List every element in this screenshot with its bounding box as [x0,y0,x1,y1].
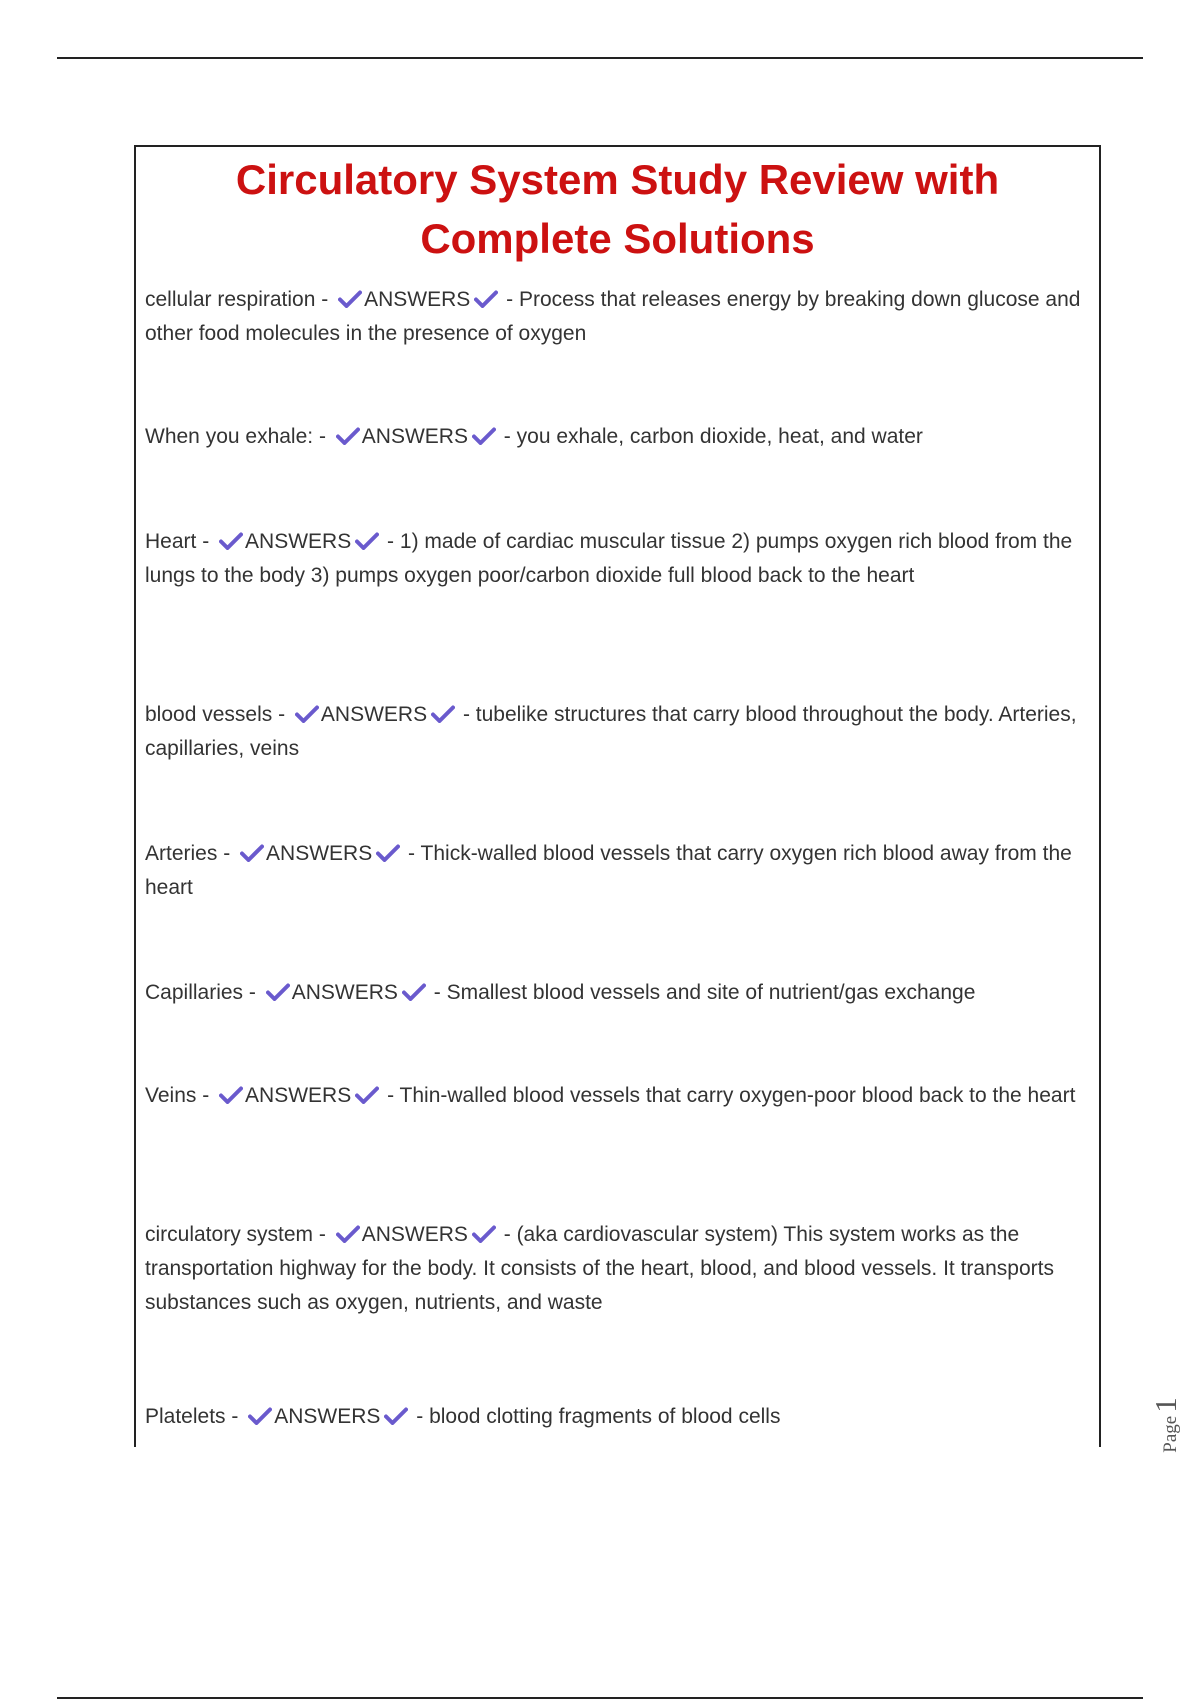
entry-term: When you exhale: [145,425,314,448]
checkmark-icon [266,983,290,1001]
entry-definition: Smallest blood vessels and site of nutrient/gas exchange [446,981,976,1004]
entry-separator: - [457,703,476,726]
entry-term: Platelets [145,1405,226,1428]
qa-entry [145,698,1085,766]
qa-entry [145,1218,1085,1320]
entry-separator: - [500,288,519,311]
entry-definition: Process that releases energy by breaking down glucose and other food molecules in the presence of oxygen [145,288,1081,345]
checkmark-icon [336,427,360,445]
checkmark-icon [431,705,455,723]
entry-separator: - [402,842,421,865]
document-title: Circulatory System Study Review with Complete Solutions [235,156,1000,262]
entry-term: circulatory system [145,1223,314,1246]
entry-separator: - [427,981,447,1004]
checkmark-icon [248,1407,272,1425]
entry-separator: - [225,1405,245,1428]
answers-marker: ANSWERS [245,530,352,553]
entry-definition: Thin-walled blood vessels that carry oxygen-poor blood back to the heart [399,1084,1076,1107]
page-number [1148,1385,1184,1465]
checkmark-icon [472,1225,496,1243]
checkmark-icon [219,532,243,550]
entry-term: cellular respiration [145,288,316,311]
entry-term: blood vessels [145,703,273,726]
page-label: Page [1160,1415,1181,1453]
checkmark-icon [240,844,264,862]
entry-term: Veins [145,1084,197,1107]
entry-definition: (aka cardiovascular system) This system works as the transportation highway for the body. It consists of the heart, blood, and blood vessels. It transports substances such as oxygen, nutrients, and waste [145,1223,1054,1314]
answers-marker: ANSWERS [245,1084,352,1107]
checkmark-icon [338,290,362,308]
entry-separator: - [381,530,400,553]
qa-entry [145,1400,1085,1434]
qa-entry [145,420,1085,454]
checkmark-icon [295,705,319,723]
entry-definition: blood clotting fragments of blood cells [429,1405,781,1428]
checkmark-icon [384,1407,408,1425]
entry-separator: - [196,530,216,553]
entry-term: Heart [145,530,197,553]
checkmark-icon [355,532,379,550]
entry-definition: tubelike structures that carry blood throughout the body. Arteries, capillaries, veins [145,703,1077,760]
entry-term: Capillaries [145,981,244,1004]
page-number-value: 1 [1148,1397,1183,1413]
qa-entry [145,976,1085,1010]
checkmark-icon [402,983,426,1001]
checkmark-icon [472,427,496,445]
answers-marker: ANSWERS [361,1223,468,1246]
entry-separator: - [410,1405,430,1428]
answers-marker: ANSWERS [266,842,373,865]
entry-term: Arteries [145,842,218,865]
entry-definition: 1) made of cardiac muscular tissue 2) pumps oxygen rich blood from the lungs to the body 3) pumps oxygen poor/carbon dioxide full blood back to the heart [145,530,1073,587]
entry-separator: - [313,1223,332,1246]
entry-separator: - [313,425,332,448]
qa-entry [145,525,1085,593]
checkmark-icon [355,1086,379,1104]
entry-definition: you exhale, carbon dioxide, heat, and water [516,425,923,448]
answers-marker: ANSWERS [291,981,398,1004]
footer-rule [57,1697,1143,1699]
answers-marker: ANSWERS [364,288,471,311]
qa-entry [145,283,1085,351]
entry-separator: - [243,981,262,1004]
entry-definition: Thick-walled blood vessels that carry oxygen rich blood away from the heart [145,842,1072,899]
answers-marker: ANSWERS [320,703,428,726]
answers-marker: ANSWERS [274,1405,381,1428]
entry-separator: - [196,1084,216,1107]
entry-separator: - [217,842,237,865]
answers-marker: ANSWERS [361,425,468,448]
qa-entry [145,837,1085,905]
checkmark-icon [219,1086,243,1104]
checkmark-icon [336,1225,360,1243]
qa-entry [145,1079,1085,1113]
checkmark-icon [474,290,498,308]
entry-separator: - [381,1084,400,1107]
entry-separator: - [497,1223,517,1246]
header-rule [57,57,1143,59]
checkmark-icon [376,844,400,862]
entry-separator: - [315,288,335,311]
entry-separator: - [272,703,291,726]
entry-separator: - [497,425,517,448]
